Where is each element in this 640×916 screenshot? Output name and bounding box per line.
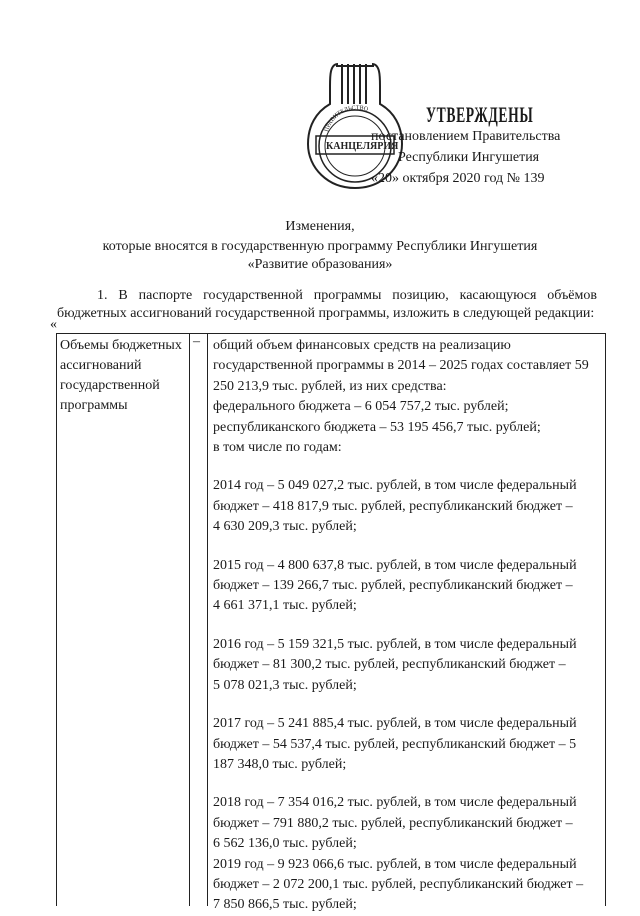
intro-line-1: 1. В паспорте государственной программы позицию, касающуюся объёмов <box>97 288 597 303</box>
heading-line-3: «Развитие образования» <box>247 257 393 272</box>
content-line: 7 850 866,5 тыс. рублей; <box>213 897 357 913</box>
label-line: Объемы бюджетных <box>60 338 182 353</box>
heading-line-2: которые вносятся в государственную программу Республики Ингушетия <box>102 239 538 254</box>
content-line: 4 661 371,1 тыс. рублей; <box>213 598 357 614</box>
content-line: 2016 год – 5 159 321,5 тыс. рублей, в том числе федеральный <box>213 636 577 652</box>
table-divider <box>207 334 208 906</box>
content-line: 6 562 136,0 тыс. рублей; <box>213 836 357 852</box>
heading-line-1: Изменения, <box>285 219 355 234</box>
opening-quote: « <box>50 317 57 332</box>
content-line: 2019 год – 9 923 066,6 тыс. рублей, в том числе федеральный <box>213 856 577 872</box>
content-line: бюджет – 54 537,4 тыс. рублей, республиканский бюджет – 5 <box>213 736 577 752</box>
svg-text:КАНЦЕЛЯРИЯ: КАНЦЕЛЯРИЯ <box>326 141 399 152</box>
content-line: 5 078 021,3 тыс. рублей; <box>213 677 357 693</box>
content-line: 250 213,9 тыс. рублей, из них средства: <box>213 378 447 394</box>
content-line: 2017 год – 5 241 885,4 тыс. рублей, в том числе федеральный <box>213 716 577 732</box>
content-line: государственной программы в 2014 – 2025 годах составляет 59 <box>213 358 589 374</box>
svg-text:ПРАВИТЕЛЬСТВО: ПРАВИТЕЛЬСТВО <box>324 105 369 133</box>
content-line: 2018 год – 7 354 016,2 тыс. рублей, в том числе федеральный <box>213 795 577 811</box>
content-block-2016 <box>213 635 591 696</box>
content-block-total <box>213 336 591 458</box>
intro-paragraph <box>57 287 597 323</box>
budget-table <box>56 333 606 913</box>
approval-line-3: «20» октября 2020 год № 139 <box>371 171 545 186</box>
content-block-2018-2019 <box>213 793 591 915</box>
label-line: ассигнований <box>60 358 142 373</box>
content-line: в том числе по годам: <box>213 440 342 456</box>
table-divider <box>189 334 190 906</box>
approval-line-2: Республики Ингушетия <box>398 150 540 165</box>
approval-title: УТВЕРЖДЕНЫ <box>426 102 534 127</box>
content-block-2014 <box>213 476 591 537</box>
label-line: программы <box>60 398 128 413</box>
content-line: 2014 год – 5 049 027,2 тыс. рублей, в том числе федеральный <box>213 478 577 494</box>
content-line: бюджет – 2 072 200,1 тыс. рублей, республиканский бюджет – <box>213 876 584 892</box>
content-line: республиканского бюджета – 53 195 456,7 тыс. рублей; <box>213 419 541 435</box>
content-line: бюджет – 418 817,9 тыс. рублей, республиканский бюджет – <box>213 498 573 514</box>
content-block-2015 <box>213 556 591 617</box>
intro-line-2: бюджетных ассигнований государственной программы, изложить в следующей редакции: <box>57 306 595 321</box>
content-line: федерального бюджета – 6 054 757,2 тыс. рублей; <box>213 399 509 415</box>
table-content-cell <box>213 336 591 916</box>
content-line: бюджет – 81 300,2 тыс. рублей, республиканский бюджет – <box>213 657 566 673</box>
content-line: 187 348,0 тыс. рублей; <box>213 756 347 772</box>
table-label-cell <box>60 336 190 416</box>
content-line: общий объем финансовых средств на реализацию <box>213 338 511 353</box>
content-line: 2015 год – 4 800 637,8 тыс. рублей, в том числе федеральный <box>213 557 577 573</box>
content-line: бюджет – 791 880,2 тыс. рублей, республиканский бюджет – <box>213 815 573 831</box>
approval-line-1: постановлением Правительства <box>371 129 561 144</box>
content-line: бюджет – 139 266,7 тыс. рублей, республиканский бюджет – <box>213 578 573 594</box>
content-block-2017 <box>213 714 591 775</box>
table-dash-cell: – <box>193 334 200 349</box>
content-line: 4 630 209,3 тыс. рублей; <box>213 519 357 535</box>
label-line: государственной <box>60 378 160 393</box>
